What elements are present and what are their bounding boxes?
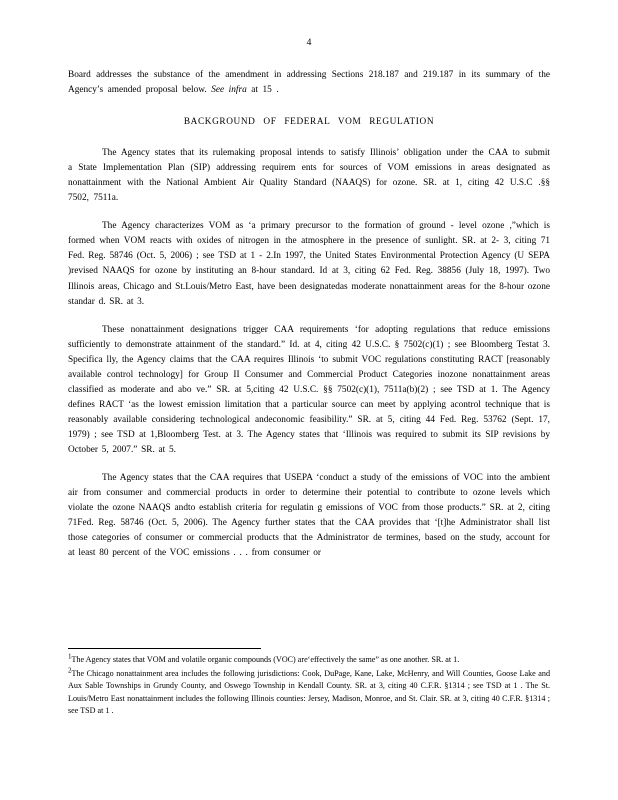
paragraph-1: The Agency states that its rulemaking proposal intends to satisfy Illinois’ obligation under the CAA to submit a State Implementation Plan (SIP) addressing requirem ents for sources of VOM emissions in areas designated as nonattainment with the National Ambient Air Quality Standard (NAAQS) for ozone. SR. at 1, citing 42 U.S.C .§§ 7502, 7511a. [68,148,550,204]
paragraph-3-text: These nonattainment designations trigger CAA requirements ‘for adopting regulations that reduce emissions sufficiently to demonstrate attainment of the standard.” Id. at 4, citing 42 U.S.C. § 7502(c)(1) ; see Bloomberg Testat 3. Specifica lly, the Agency claims that the CAA requires Illinois ‘to submit VOC regulations constituting RACT [reasonably available control technology] for Group II Consumer and Commercial Product Categories inozone nonattainment areas classified as moderate and abo ve.” SR. at 5,citing 42 U.S.C. §§ 7502(c)(1), 7511a(b)(2) ; see TSD at 1. The Agency defines RACT ‘as the lowest emission limitation that a particular source can meet by applying acontrol technique that is reasonably available considering technological andeconomic feasibility.” SR. at 5, citing 44 Fed. Reg. 53762 (Sept. 17, 1979) ; see TSD at 1,Bloomberg Test. at 3. The Agency states that ‘Illinois was required to submit its SIP revisions by October 5, 2007.” SR. at 5. [68,324,550,455]
document-body [68,68,550,561]
section-heading-block [68,115,550,130]
footnote-2 [68,665,550,718]
footnote-1-marker: 1 [68,652,72,661]
footnote-1-text: The Agency states that VOM and volatile organic compounds (VOC) are‘effectively the same” as one another. SR. at 1. [71,655,460,664]
footnote-1 [68,654,550,667]
footnotes-section [68,648,550,719]
paragraph-2 [68,219,550,309]
footnote-2-marker: 2 [68,665,72,674]
paragraph-intro-text: Board addresses the substance of the amendment in addressing Sections 218.187 and 219.187 in its summary of the Agency’s amended proposal below. [68,70,550,96]
paragraph-2-text: The Agency characterizes VOM as ‘a primary precursor to the formation of ground - level ozone ,”which is formed when VOM reacts with oxides of nitrogen in the atmosphere in the presence of sunlight. SR. at 2- 3, citing 71 Fed. Reg. 58746 (Oct. 5, 2006) ; see TSD at 1 - 2.In 1997, the United States Environmental Protection Agency (U SEPA )revised NAAQS for ozone by instituting an 8-hour standard. Id at 3, citing 62 Fed. Reg. 38856 (July 18, 1997). Two Illinois areas, Chicago and St.Louis/Metro East, have been designatedas moderate nonattainment areas for the 8-hour ozone standar d. SR. at 3. [68,221,550,307]
paragraph-intro-tail: at 15 . [246,85,279,96]
footnote-divider [68,648,261,649]
paragraph-intro-italic: See infra [211,85,247,96]
paragraph-intro [68,68,550,98]
paragraph-4: The Agency states that the CAA requires that USEPA ‘conduct a study of the emissions of VOC into the ambient air from consumer and commercial products in order to determine their potential to contribute to ozone levels which violate the ozone NAAQS andto establish criteria for regulatin g emissions of VOC from those products.” SR. at 2, citing 71Fed. Reg. 58746 (Oct. 5, 2006). The Agency further states that the CAA provides that ‘[t]he Administrator shall list those categories of consumer or commercial products that the Administrator de termines, based on the study, account for at least 80 percent of the VOC emissions . . . from consumer or [68,473,550,559]
section-heading: BACKGROUND OF FEDERAL VOM REGULATION [183,117,435,128]
footnote-2-text: The Chicago nonattainment area includes the following jurisdictions: Cook, DuPage, Kane, Lake, McHenry, and Will Counties, Goose Lake and Aux Sable Townships in Grundy County, and Oswego Township in Kendall County. SR. at 3, citing 40 C.F.R. §1314 ; see TSD at 1 . The St. Louis/Metro East nonattainment includes the following Illinois counties: Jersey, Madison, Monroe, and St. Clair. SR. at 3, citing 40 C.F.R. §1314 ; see TSD at 1 . [68,668,550,716]
paragraph-3 [68,323,550,458]
page-number: 4 [306,38,312,48]
